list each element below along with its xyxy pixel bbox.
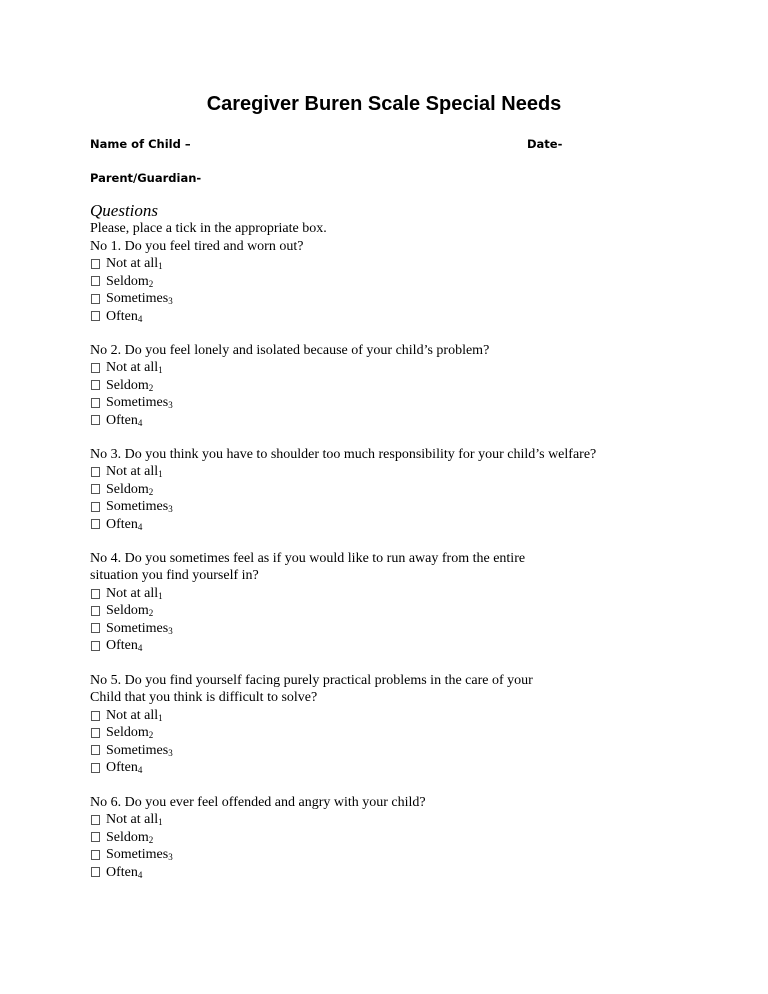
option-sometimes[interactable]: Sometimes 3 xyxy=(90,394,690,411)
checkbox[interactable] xyxy=(91,467,100,477)
option-not-at-all[interactable]: Not at all 1 xyxy=(90,255,690,272)
score-value: 3 xyxy=(168,852,173,863)
option-sometimes[interactable]: Sometimes 3 xyxy=(90,620,690,637)
checkbox[interactable] xyxy=(91,415,100,425)
option-not-at-all[interactable]: Not at all 1 xyxy=(90,811,690,828)
checkbox[interactable] xyxy=(91,606,100,616)
checkbox[interactable] xyxy=(91,502,100,512)
option-seldom[interactable]: Seldom 2 xyxy=(90,481,690,498)
checkbox[interactable] xyxy=(91,623,100,633)
question-text: No 2. Do you feel lonely and isolated because of your child’s problem? xyxy=(90,343,490,358)
checkbox[interactable] xyxy=(91,259,100,269)
question-text: No 5. Do you find yourself facing purely practical problems in the care of your Child that you think is difficult to solve? xyxy=(90,673,533,706)
score-value: 4 xyxy=(137,869,143,880)
score-value: 2 xyxy=(148,486,154,497)
option-often[interactable]: Often 4 xyxy=(90,864,690,881)
score-value: 3 xyxy=(168,504,173,515)
checkbox[interactable] xyxy=(91,589,100,599)
checkbox[interactable] xyxy=(91,363,100,373)
option-often[interactable]: Often 4 xyxy=(90,759,690,776)
score-value: 1 xyxy=(158,365,163,376)
score-value: 3 xyxy=(168,400,173,411)
score-value: 2 xyxy=(148,730,154,741)
score-value: 4 xyxy=(137,417,143,428)
questions-heading: Questions xyxy=(90,201,158,220)
option-often[interactable]: Often 4 xyxy=(90,516,690,533)
score-value: 2 xyxy=(148,834,154,845)
option-not-at-all[interactable]: Not at all 1 xyxy=(90,585,690,602)
score-value: 4 xyxy=(137,642,143,653)
checkbox[interactable] xyxy=(91,867,100,877)
score-value: 4 xyxy=(137,521,143,532)
page-title: Caregiver Buren Scale Special Needs xyxy=(206,93,562,115)
option-not-at-all[interactable]: Not at all 1 xyxy=(90,463,690,480)
score-value: 2 xyxy=(148,278,154,289)
checkbox[interactable] xyxy=(91,294,100,304)
checkbox[interactable] xyxy=(91,832,100,842)
score-value: 2 xyxy=(148,608,154,619)
date-label: Date- xyxy=(527,137,563,151)
option-sometimes[interactable]: Sometimes 3 xyxy=(90,498,690,515)
question-block-1 xyxy=(90,238,690,325)
score-value: 1 xyxy=(158,817,163,828)
checkbox[interactable] xyxy=(91,850,100,860)
option-seldom[interactable]: Seldom 2 xyxy=(90,273,690,290)
option-not-at-all[interactable]: Not at all 1 xyxy=(90,707,690,724)
option-sometimes[interactable]: Sometimes 3 xyxy=(90,846,690,863)
score-value: 1 xyxy=(158,261,163,272)
question-text: No 1. Do you feel tired and worn out? xyxy=(90,239,304,254)
option-seldom[interactable]: Seldom 2 xyxy=(90,829,690,846)
option-seldom[interactable]: Seldom 2 xyxy=(90,377,690,394)
checkbox[interactable] xyxy=(91,815,100,825)
option-not-at-all[interactable]: Not at all 1 xyxy=(90,359,690,376)
checkbox[interactable] xyxy=(91,380,100,390)
question-text: No 6. Do you ever feel offended and angry with your child? xyxy=(90,795,426,810)
score-value: 1 xyxy=(158,469,163,480)
question-block-6 xyxy=(90,794,690,881)
score-value: 4 xyxy=(137,313,143,324)
checkbox[interactable] xyxy=(91,519,100,529)
checkbox[interactable] xyxy=(91,641,100,651)
checkbox[interactable] xyxy=(91,276,100,286)
option-sometimes[interactable]: Sometimes 3 xyxy=(90,290,690,307)
option-sometimes[interactable]: Sometimes 3 xyxy=(90,742,690,759)
checkbox[interactable] xyxy=(91,711,100,721)
score-value: 3 xyxy=(168,625,173,636)
option-seldom[interactable]: Seldom 2 xyxy=(90,724,690,741)
checkbox[interactable] xyxy=(91,728,100,738)
question-block-4 xyxy=(90,550,690,654)
score-value: 3 xyxy=(168,296,173,307)
option-often[interactable]: Often 4 xyxy=(90,637,690,654)
question-text: No 3. Do you think you have to shoulder too much responsibility for your child’s welfare? xyxy=(90,447,597,462)
score-value: 3 xyxy=(168,747,173,758)
question-block-3 xyxy=(90,446,690,533)
score-value: 2 xyxy=(148,382,154,393)
score-value: 1 xyxy=(158,712,163,723)
instruction-text: Please, place a tick in the appropriate box. xyxy=(90,221,327,236)
question-text: No 4. Do you sometimes feel as if you would like to run away from the entire situation you find yourself in? xyxy=(90,551,526,584)
question-block-2 xyxy=(90,342,690,429)
checkbox[interactable] xyxy=(91,311,100,321)
option-often[interactable]: Often 4 xyxy=(90,308,690,325)
option-seldom[interactable]: Seldom 2 xyxy=(90,602,690,619)
option-often[interactable]: Often 4 xyxy=(90,412,690,429)
checkbox[interactable] xyxy=(91,398,100,408)
checkbox[interactable] xyxy=(91,745,100,755)
score-value: 4 xyxy=(137,764,143,775)
parent-guardian-label: Parent/Guardian- xyxy=(90,171,202,185)
score-value: 1 xyxy=(158,590,163,601)
checkbox[interactable] xyxy=(91,484,100,494)
name-of-child-label: Name of Child – xyxy=(90,137,191,151)
checkbox[interactable] xyxy=(91,763,100,773)
question-block-5 xyxy=(90,672,690,776)
